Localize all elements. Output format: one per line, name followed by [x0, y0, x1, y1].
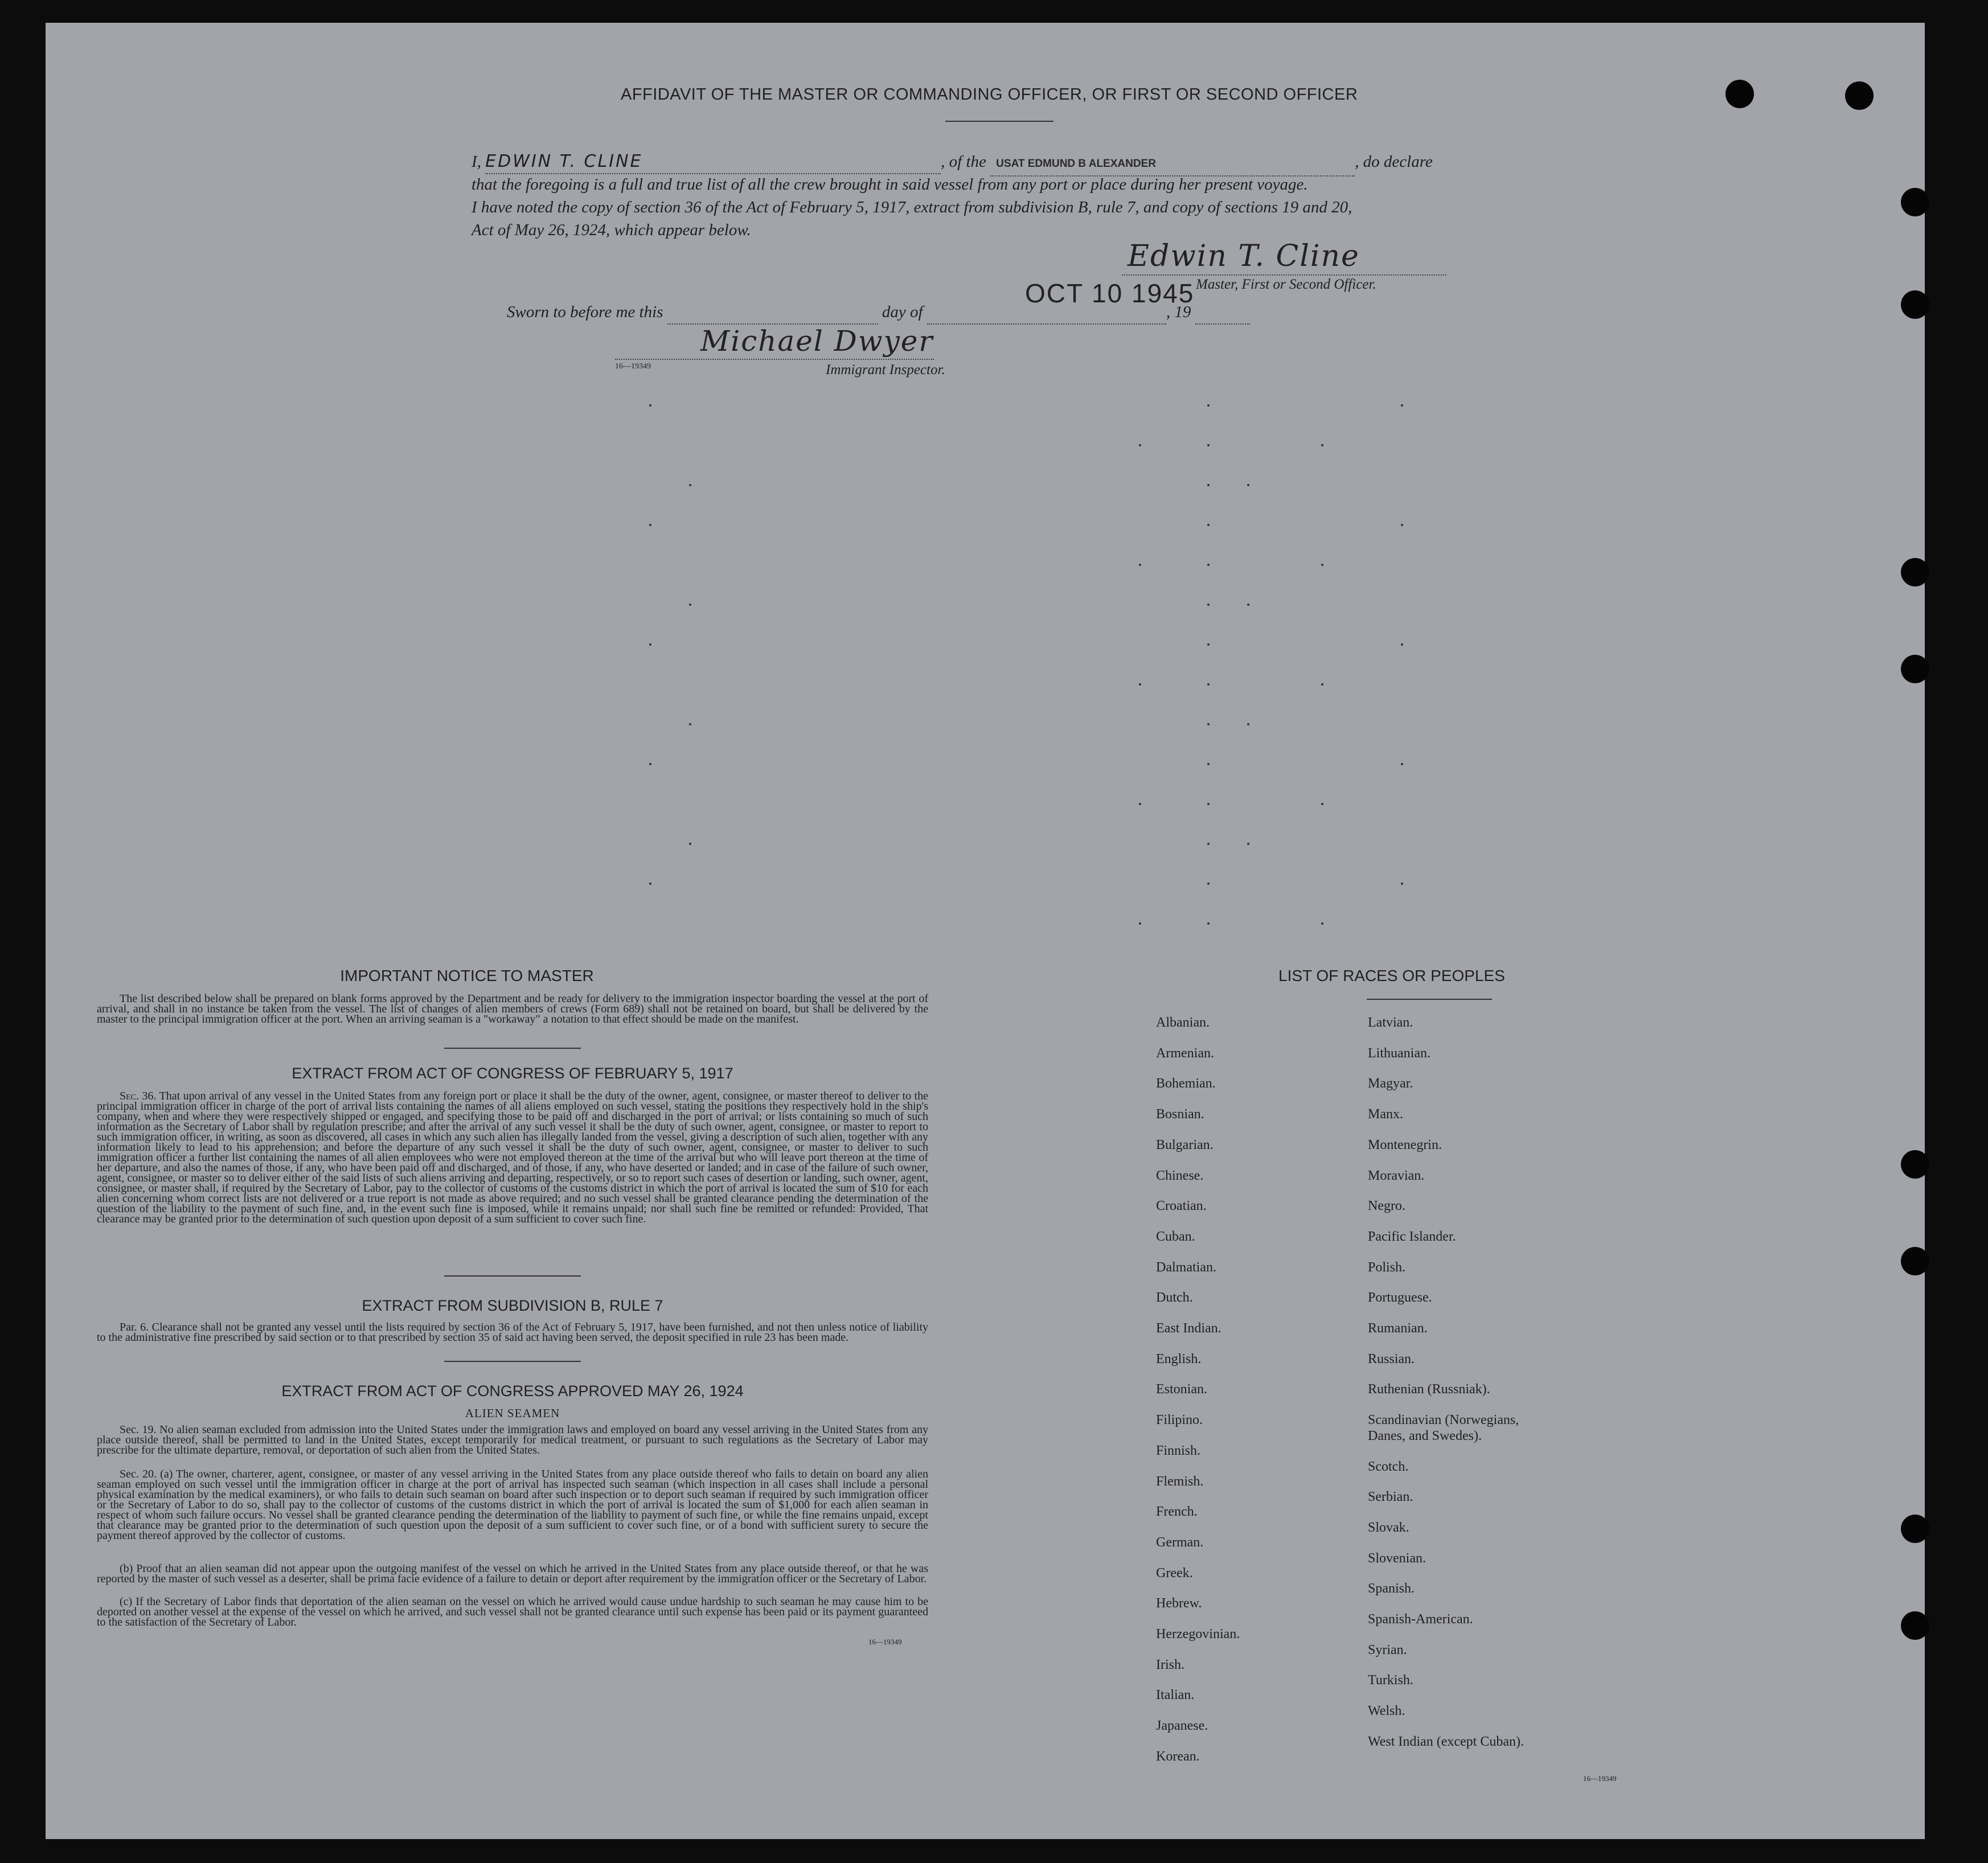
extract-1924-sec20a: Sec. 20. (a) The owner, charterer, agent, consignee, or master of any vessel arriving in the United States from any place outside thereof who fails to detain on board any alien seaman employed on such vessel until the immigration officer in charge at the port of arrival has inspected such seaman (which inspection in all cases shall include a personal physical examination by the medical examiners), or who fails to detain such seaman on board after such inspection or to deport such seaman if required by such immigration officer or the Secretary of Labor to do so, shall pay to the collector of customs of the customs district in which the port of arrival is located the sum of $1,000 for each alien seaman in respect of whom such failure occurs. No vessel shall be granted clearance pending the determination of the liability to payment of such fine, or while the fine remains unpaid, except that clearance may be granted prior to the determination of such question upon the deposit of a sum sufficient to cover such fine, or of a bond with sufficient surety to secure the payment thereof approved by the collector of customs.	[97, 1468, 928, 1542]
declaration-line-3: I have noted the copy of section 36 of the Act of February 5, 1917, extract from subdivision B, rule 7, and copy of sections 19 and 20,	[472, 198, 1352, 216]
dot-mark	[1207, 922, 1210, 925]
race-item: Armenian.	[1156, 1045, 1214, 1061]
extract-1924-title: EXTRACT FROM ACT OF CONGRESS APPROVED MAY 26, 1924	[281, 1382, 744, 1400]
officer-name-field	[485, 150, 941, 174]
officer-name: EDWIN T. CLINE	[485, 151, 643, 171]
punch-hole	[1901, 1611, 1929, 1640]
dot-mark	[1321, 444, 1323, 446]
form-number: 16—19349	[868, 1638, 902, 1646]
dot-mark	[649, 404, 651, 407]
dot-mark	[1207, 883, 1210, 885]
dot-mark	[1207, 524, 1210, 526]
dot-mark	[1207, 484, 1210, 486]
race-item: Estonian.	[1156, 1382, 1207, 1397]
race-item: Dalmatian.	[1156, 1259, 1216, 1275]
race-item: Manx.	[1368, 1107, 1403, 1122]
sworn-prefix: Sworn to before me this	[507, 303, 663, 321]
document-page	[46, 23, 1925, 1839]
divider	[1367, 999, 1492, 1000]
extract-1924-sec20b: (b) Proof that an alien seaman did not appear upon the outgoing manifest of the vessel on which he arrived in the United States from any place outside thereof, or that he was reported by the master of such vessel as a deserter, shall be prima facie evidence of a failure to detain or deport after requirement by the immigration officer or the Secretary of Labor.	[97, 1562, 928, 1585]
dot-mark	[1247, 484, 1249, 486]
race-item: Greek.	[1156, 1565, 1193, 1581]
race-item: West Indian (except Cuban).	[1368, 1734, 1524, 1749]
master-signature: Edwin T. Cline	[1128, 239, 1360, 273]
extract-rule7-title: EXTRACT FROM SUBDIVISION B, RULE 7	[362, 1297, 663, 1314]
section-label: Sec. 36.	[120, 1090, 157, 1102]
punch-hole	[1901, 655, 1929, 683]
dot-mark	[689, 723, 691, 725]
dot-mark	[1247, 604, 1249, 606]
dot-mark	[1401, 643, 1403, 646]
race-item: Syrian.	[1368, 1642, 1407, 1657]
dot-mark	[689, 484, 691, 486]
dot-mark	[1207, 404, 1210, 407]
dot-mark	[649, 524, 651, 526]
declaration-of: , of the	[941, 153, 986, 171]
dot-mark	[689, 843, 691, 845]
race-item: Finnish.	[1156, 1443, 1201, 1458]
race-item: Hebrew.	[1156, 1596, 1202, 1611]
race-item: Rumanian.	[1368, 1321, 1428, 1336]
dot-mark	[1401, 404, 1403, 407]
race-item: Italian.	[1156, 1688, 1195, 1703]
notice-body: The list described below shall be prepared on blank forms approved by the Department and be ready for delivery to the immigration inspector boarding the vessel at the port of arrival, and shall in no instance be taken from the vessel. The list of changes of alien members of crews (Form 689) shall not be retained on board, but shall be delivered by the master to the principal immigration officer at the port. When an arriving seaman is a "workaway" a notation to that effect should be made on the manifest.	[97, 992, 928, 1025]
declaration-line-2: that the foregoing is a full and true list of all the crew brought in said vessel from any port or place during her present voyage.	[472, 175, 1308, 194]
race-item: Spanish.	[1368, 1581, 1415, 1597]
dot-mark	[1321, 922, 1323, 925]
dot-mark	[1207, 683, 1210, 686]
race-item: Polish.	[1368, 1259, 1406, 1275]
punch-hole	[1725, 80, 1754, 108]
race-item: Dutch.	[1156, 1290, 1193, 1306]
dot-mark	[1207, 803, 1210, 805]
race-item: Spanish-American.	[1368, 1612, 1473, 1627]
vessel-name-stamp: USAT EDMUND B ALEXANDER	[996, 158, 1156, 170]
race-item: Ruthenian (Russniak).	[1368, 1382, 1490, 1397]
dot-mark	[1247, 843, 1249, 845]
divider	[444, 1048, 581, 1049]
divider	[444, 1361, 581, 1362]
extract-1924-sec19: Sec. 19. No alien seaman excluded from admission into the United States under the immigration laws and employed on board any vessel arriving in the United States from any place outside thereof, shall be permitted to land in the United States, except temporarily for medical treatment, or pursuant to such regulations as the Secretary of Labor may prescribe for the ultimate departure, removal, or deportation of such alien from the United States.	[97, 1423, 928, 1456]
sworn-year: , 19	[1166, 303, 1191, 321]
race-item: Portuguese.	[1368, 1290, 1432, 1306]
race-item: Lithuanian.	[1368, 1045, 1430, 1061]
race-item: Turkish.	[1368, 1673, 1413, 1688]
section-text: That upon arrival of any vessel in the United States from any foreign port or place it shall be the duty of the owner, agent, consignee, or master thereof to deliver to the principal immigration officer in charge of the port of arrival lists containing the names of all aliens employed on such vessel, stating the positions they respectively hold in the ship's company, when and where they were respectively shipped or engaged, and specifying those to be paid off and discharged in the port of arrival; or lists containing so much of such information as the Secretary of Labor shall by regulation prescribe; and after the arrival of any such vessel it shall be the duty of such owner, agent, consignee, or master to report to such immigration officer, in writing, as soon as discovered, all cases in which any such alien has illegally landed from the vessel, giving a description of such alien, together with any information likely to lead to his apprehension; and before the departure of any such vessel it shall be the duty of such owner, agent, consignee, or master to deliver to such immigration officer a further list containing the names of all alien employees who were not employed thereon at the time of the arrival but who will leave port thereon at the time of her departure, and also the names of those, if any, who have been paid off and discharged, and of those, if any, who have deserted or landed; and in case of the failure of such owner, agent, consignee, or master so to deliver either of the said lists of such aliens arriving and departing, respectively, or so to report such cases of desertion or landing, such owner, agent, consignee, or master shall, if required by the Secretary of Labor, pay to the collector of customs of the customs district in which the port of arrival is located the sum of $10 for each alien concerning whom correct lists are not delivered or a true report is not made as above required; and no such vessel shall be granted clearance pending the determination of the question of the liability to the payment of such fine, and, in the event such fine is imposed, while it remains unpaid; nor shall such fine be remitted or refunded: Provided, That clearance may be granted prior to the determination of such question upon deposit of a sum sufficient to cover such fine.	[97, 1090, 928, 1225]
race-item: Slovenian.	[1368, 1550, 1426, 1566]
race-item: Bosnian.	[1156, 1107, 1204, 1122]
inspector-signature: Michael Dwyer	[700, 325, 934, 358]
race-item: East Indian.	[1156, 1321, 1222, 1336]
dot-mark	[1139, 564, 1141, 566]
extract-rule7-body: Par. 6. Clearance shall not be granted any vessel until the lists required by section 36 of the Act of February 5, 1917, have been furnished, and not then unless notice of liability to the administrative fine prescribed by said section or to that prescribed by section 35 of said act having been served, the deposit specified in rule 23 has been made.	[97, 1321, 928, 1344]
race-item: French.	[1156, 1504, 1198, 1520]
inspector-caption: Immigrant Inspector.	[826, 362, 945, 377]
dot-mark	[1207, 604, 1210, 606]
extract-1917-title: EXTRACT FROM ACT OF CONGRESS OF FEBRUARY 5, 1917	[292, 1065, 733, 1082]
dot-mark	[1139, 444, 1141, 446]
extract-1917-body	[97, 1091, 928, 1224]
race-item: Croatian.	[1156, 1199, 1207, 1214]
race-item: Russian.	[1368, 1351, 1415, 1367]
notice-title: IMPORTANT NOTICE TO MASTER	[340, 967, 594, 984]
extract-1924-subtitle: ALIEN SEAMEN	[465, 1406, 560, 1420]
race-item: Latvian.	[1368, 1015, 1413, 1030]
dot-mark	[1401, 883, 1403, 885]
divider	[945, 121, 1054, 122]
form-number: 16—19349	[615, 362, 651, 371]
race-item: Welsh.	[1368, 1704, 1405, 1719]
race-item: Cuban.	[1156, 1229, 1195, 1244]
race-item: English.	[1156, 1351, 1202, 1367]
race-item: Filipino.	[1156, 1413, 1203, 1428]
race-item: Pacific Islander.	[1368, 1229, 1456, 1244]
dot-mark	[689, 604, 691, 606]
sworn-day-field	[667, 301, 878, 325]
declaration-line-4: Act of May 26, 1924, which appear below.	[472, 221, 751, 239]
dot-mark	[1321, 683, 1323, 686]
race-item: Scandinavian (Norwegians,	[1368, 1413, 1519, 1428]
race-item: German.	[1156, 1534, 1204, 1550]
dot-mark	[1321, 564, 1323, 566]
dot-mark	[1207, 444, 1210, 446]
race-item: Albanian.	[1156, 1015, 1210, 1030]
master-caption: Master, First or Second Officer.	[1196, 277, 1376, 292]
race-item: Korean.	[1156, 1749, 1200, 1764]
dot-mark	[1207, 843, 1210, 845]
race-item: Scotch.	[1368, 1459, 1409, 1474]
dot-mark	[649, 763, 651, 765]
divider	[444, 1275, 581, 1277]
race-item: Bohemian.	[1156, 1076, 1216, 1091]
dot-mark	[649, 643, 651, 646]
dot-mark	[1321, 803, 1323, 805]
punch-hole	[1845, 81, 1874, 110]
extract-1924-sec20c: (c) If the Secretary of Labor finds that deportation of the alien seaman on the vessel on which he arrived would cause undue hardship to such seaman he may cause him to be deported on another vessel at the expense of the vessel on which he arrived, and such vessel shall not be granted clearance until such expense has been paid or its payment guaranteed to the satisfaction of the Secretary of Labor.	[97, 1595, 928, 1628]
form-number: 16—19349	[1583, 1774, 1617, 1783]
declaration-prefix: I,	[472, 153, 481, 171]
sworn-year-field	[1195, 301, 1250, 325]
affidavit-title: AFFIDAVIT OF THE MASTER OR COMMANDING OFFICER, OR FIRST OR SECOND OFFICER	[621, 85, 1358, 104]
race-item: Flemish.	[1156, 1474, 1204, 1489]
sworn-day-label: day of	[882, 303, 923, 321]
declaration-suffix: , do declare	[1355, 153, 1433, 171]
punch-hole	[1901, 1515, 1929, 1543]
race-item: Slovak.	[1368, 1520, 1409, 1535]
race-item: Japanese.	[1156, 1718, 1208, 1734]
dot-mark	[1139, 922, 1141, 925]
dot-mark	[1207, 643, 1210, 646]
punch-hole	[1901, 558, 1929, 586]
dot-mark	[1401, 524, 1403, 526]
date-stamp: OCT 10 1945	[1025, 278, 1195, 308]
punch-hole	[1901, 290, 1929, 319]
race-item: Herzegovinian.	[1156, 1627, 1240, 1642]
dot-mark	[1247, 723, 1249, 725]
punch-hole	[1901, 1247, 1929, 1275]
race-item: Irish.	[1156, 1657, 1184, 1672]
race-item: Bulgarian.	[1156, 1137, 1214, 1152]
dot-mark	[1207, 723, 1210, 725]
dot-mark	[1139, 803, 1141, 805]
race-item: Moravian.	[1368, 1168, 1425, 1183]
race-item: Danes, and Swedes).	[1368, 1428, 1482, 1443]
race-item: Negro.	[1368, 1199, 1405, 1214]
race-item: Magyar.	[1368, 1076, 1413, 1091]
races-title: LIST OF RACES OR PEOPLES	[1278, 967, 1505, 984]
signature-line	[1122, 274, 1446, 276]
punch-hole	[1901, 188, 1929, 216]
dot-mark	[649, 883, 651, 885]
inspector-signature-line	[615, 359, 934, 360]
race-item: Montenegrin.	[1368, 1137, 1442, 1152]
dot-mark	[1207, 763, 1210, 765]
dot-mark	[1401, 763, 1403, 765]
dot-mark	[1207, 564, 1210, 566]
race-item: Serbian.	[1368, 1489, 1413, 1505]
race-item: Chinese.	[1156, 1168, 1204, 1183]
dot-mark	[1139, 683, 1141, 686]
punch-hole	[1901, 1150, 1929, 1179]
